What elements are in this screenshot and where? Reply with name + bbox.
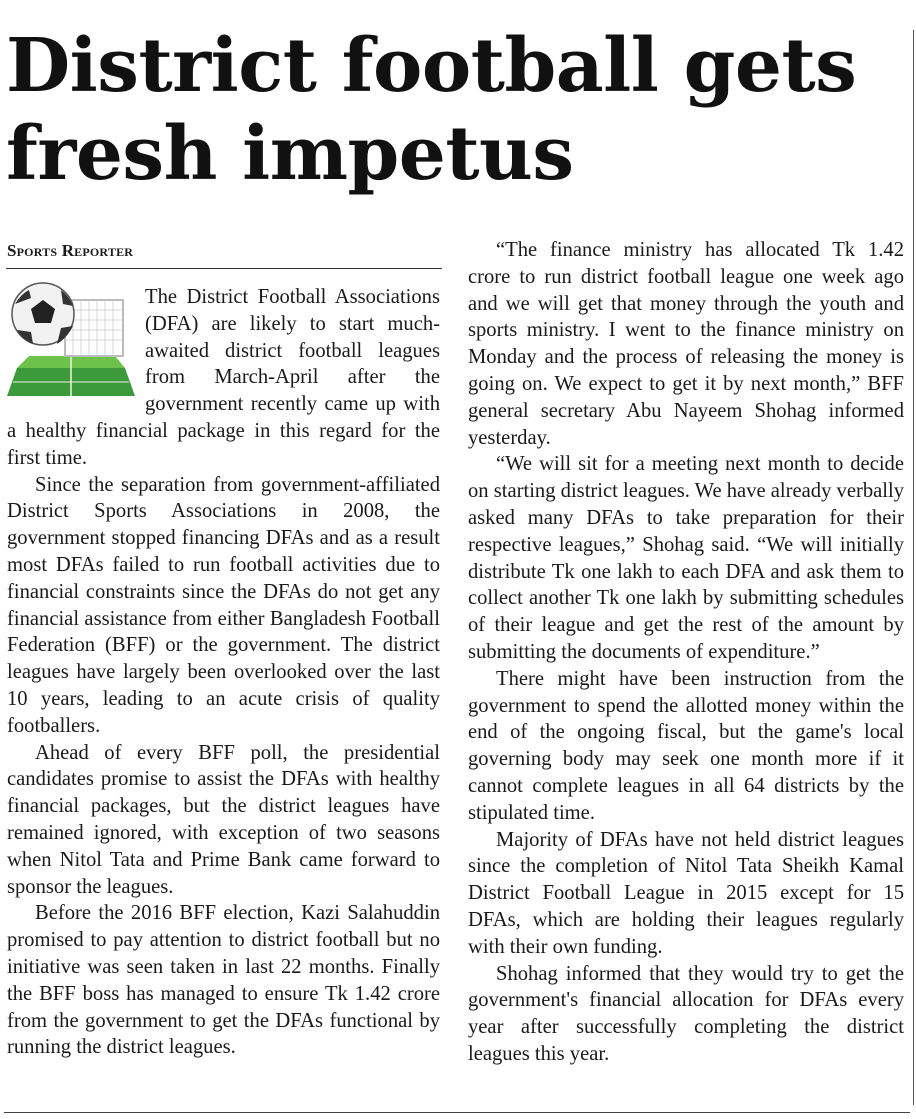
paragraph: Majority of DFAs have not held district leagues since the completion of Nitol Tata Sheikh Kamal District Football League in 2015 except for 15 DFAs, which are holding their leagues regularly with their own funding.: [468, 828, 904, 958]
paragraph: There might have been instruction from the government to spend the allotted money within the end of the ongoing fiscal, but the game's local governing body may seek one month more if it cannot complete leagues in all 64 districts by the stipulated time.: [468, 667, 904, 824]
paragraph: “We will sit for a meeting next month to decide on starting district leagues. We have already verbally asked many DFAs to take preparation for their respective leagues,” Shohag said. “We will initially distribute Tk one lakh to each DFA and ask them to collect another Tk one lakh by submitting schedules of their league and get the rest of the amount by submitting the documents of expenditure.”: [468, 453, 904, 663]
paragraph: Before the 2016 BFF election, Kazi Salahuddin promised to pay attention to district football but no initiative was seen taken in last 22 months. Finally the BFF boss has managed to ensure Tk 1.42 crore from the government to get the DFAs functional by running the district leagues.: [7, 902, 440, 1059]
paragraph: Ahead of every BFF poll, the presidential candidates promise to assist the DFAs with healthy financial packages, but the district leagues have remained ignored, with exception of two seasons when Nitol Tata and Prime Bank came forward to sponsor the leagues.: [7, 741, 440, 898]
paragraph: Shohag informed that they would try to get the government's financial allocation for DFAs every year after successfully completing the district leagues this year.: [468, 962, 904, 1065]
article-column-right: [468, 237, 904, 1068]
column-edge-rule: [913, 30, 914, 1105]
football-on-pitch-icon: [7, 282, 135, 398]
bottom-divider: [4, 1112, 910, 1113]
byline: Sports Reporter: [7, 241, 134, 260]
paragraph: Since the separation from government-affiliated District Sports Associations in 2008, the government stopped financing DFAs and as a result most DFAs failed to run football activities due to financial constraints since the DFAs do not get any financial assistance from either Bangladesh Football Federation (BFF) or the government. The district leagues have largely been overlooked over the last 10 years, leading to an acute crisis of quality footballers.: [7, 473, 440, 737]
article-column-left: [7, 284, 440, 1061]
headline: District football gets fresh impetus: [6, 23, 857, 197]
paragraph: “The finance ministry has allocated Tk 1.42 crore to run district football league one week ago and we will get that money through the youth and sports ministry. I went to the finance ministry on Monday and the process of releasing the money is going on. We expect to get it by next month,” BFF general secretary Abu Nayeem Shohag informed yesterday.: [468, 239, 904, 449]
paragraph: The District Football Associations (DFA) are likely to start much-awaited district football leagues from March-April after the government recently came up with a healthy financial package in this regard for the first time.: [7, 286, 440, 469]
byline-divider: [6, 268, 442, 269]
